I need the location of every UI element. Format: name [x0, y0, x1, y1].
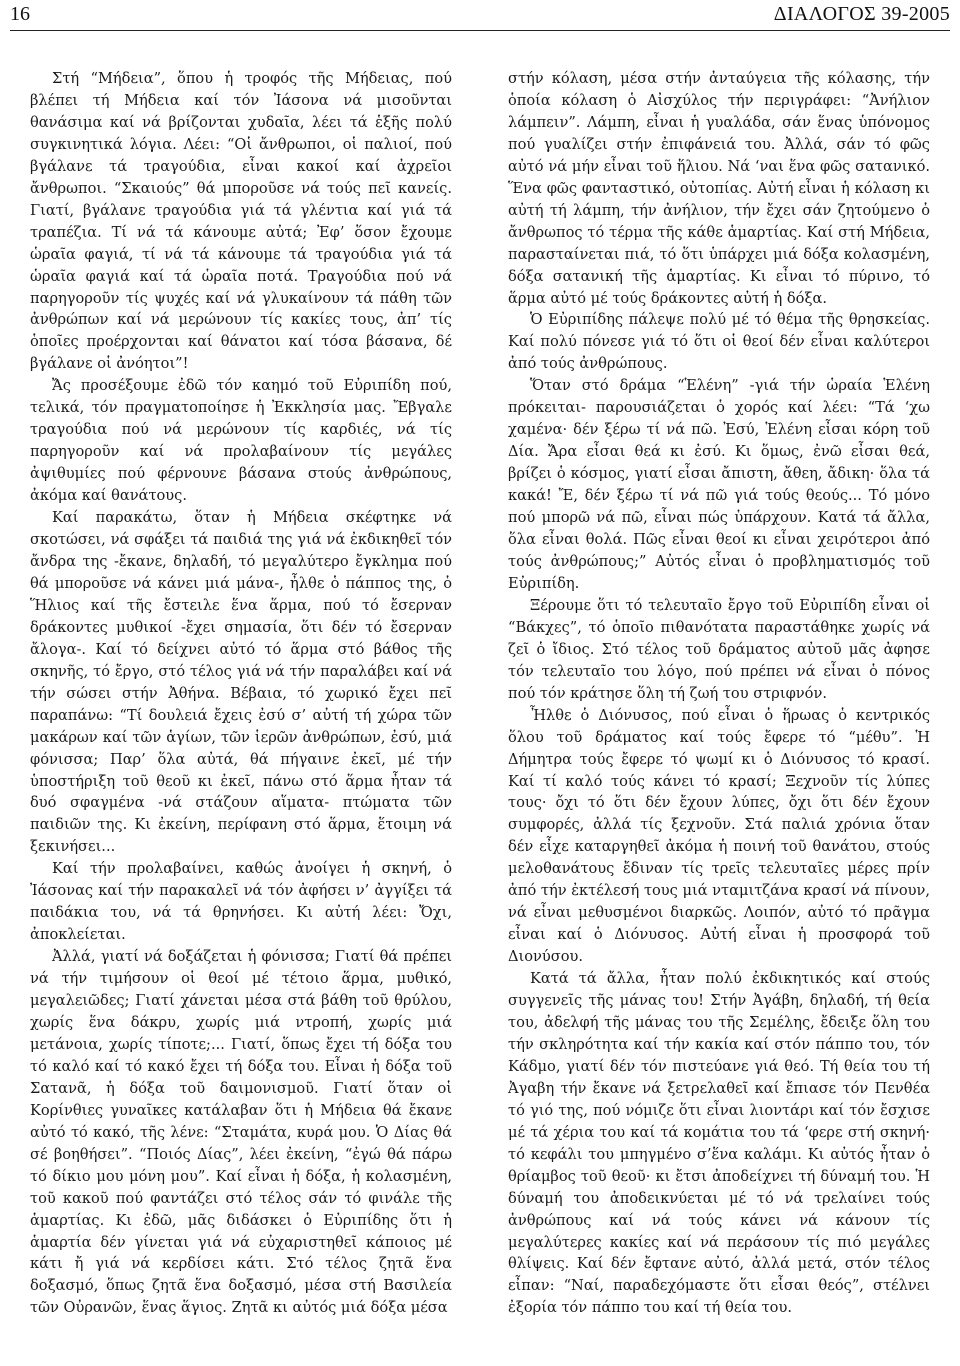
paragraph: Ἄς προσέξουμε ἐδῶ τόν καημό τοῦ Εὐριπίδη πού, τελικά, τόν πραγματοποίησε ἡ Ἐκκλησία μας. Ἔβγαλε τραγούδια πού νά μερώνουν τίς καρδιές, νά τίς παρηγοροῦν καί νά προλαβαίνουν τίς μεγάλες ἀψιθυμίες πού φέρνουνε βάσανα στούς ἀνθρώπους, ἀκόμα καί θανάτους.	[30, 377, 452, 505]
paragraph: Καί παρακάτω, ὅταν ἡ Μήδεια σκέφτηκε νά σκοτώσει, νά σφάξει τά παιδιά της γιά νά ἐκδικηθεῖ τόν ἄνδρα της -ἔκανε, δηλαδή, τό μεγαλύτερο ἔγκλημα πού θά μποροῦσε νά κάνει μιά μάνα-, ἦλθε ὁ πάππος της, ὁ Ἥλιος καί τῆς ἔστειλε ἕνα ἅρμα, πού τό ἔσερναν δράκοντες μυθικοί -ἔχει σημασία, ὅτι δέν τό ἔσερναν ἄλογα-. Καί τό δείχνει αὐτό τό ἅρμα στό βάθος τῆς σκηνῆς, τό ἔργο, στό τέλος γιά νά τήν παραλάβει καί νά τήν σώσει στήν Ἀθήνα. Βέβαια, τό χωρικό ἔχει πεῖ παραπάνω: “Τί δουλειά ἔχεις ἐσύ σ’ αὐτή τή χώρα τῶν μακάρων καί τῶν ἁγίων, τῶν ἱερῶν ἀνθρώπων, ἐσύ, μιά φόνισσα; Παρ’ ὅλα αὐτά, θά πήγαινε ἐκεῖ, μέ τήν ὑποστήριξη τοῦ θεοῦ κι ἐκεῖ, πάνω στό ἅρμα ἦταν τά δυό σφαγμένα -νά στάζουν αἵματα- πτώματα τῶν παιδιῶν της. Κι ἐκείνη, περίφανη στό ἅρμα, ἕτοιμη νά ξεκινήσει...	[30, 509, 452, 856]
page-number: 16	[10, 3, 30, 25]
paragraph: Ὁ Εὐριπίδης πάλεψε πολύ μέ τό θέμα τῆς θρησκείας. Καί πολύ πόνεσε γιά τό ὅτι οἱ θεοί δέν εἶναι καλύτεροι ἀπό τούς ἀνθρώπους.	[508, 311, 930, 373]
paragraph: Ξέρουμε ὅτι τό τελευταῖο ἔργο τοῦ Εὐριπίδη εἶναι οἱ “Βάκχες”, τό ὁποῖο πιθανότατα παραστάθηκε χωρίς νά ζεῖ ὁ ἴδιος. Στό τέλος τοῦ δράματος αὐτοῦ μᾶς ἀφησε τόν τελευταῖο του λόγο, πού πρέπει νά εἶναι ὁ πόνος πού τόν κράτησε ὅλη τή ζωή του στριφνόν.	[508, 596, 930, 702]
left-column	[30, 68, 452, 1319]
paragraph: Ἀλλά, γιατί νά δοξάζεται ἡ φόνισσα; Γιατί θά πρέπει νά τήν τιμήσουν οἱ θεοί μέ τέτοιο ἅρμα, μυθικό, μεγαλειῶδες; Γιατί χάνεται μέσα στά βάθη τοῦ θρύλου, χωρίς ἕνα δάκρυ, χωρίς μιά ντροπή, χωρίς μιά μετάνοια, χωρίς τίποτε;... Γιατί, ὅπως ἔχει τή δόξα του τό καλό καί τό κακό ἔχει τή δόξα του. Εἶναι ἡ δόξα τοῦ Σατανᾶ, ἡ δόξα τοῦ δαιμονισμοῦ. Γιατί ὅταν οἱ Κορίνθιες γυναῖκες κατάλαβαν ὅτι ἡ Μήδεια θά ἔκανε αὐτό τό κακό, τῆς λένε: “Σταμάτα, κυρά μου. Ὁ Δίας θά σέ βοηθήσει”. “Ποιός Δίας”, λέει ἐκείνη, “ἐγώ θά πάρω τό δίκιο μου μόνη μου”. Καί εἶναι ἡ δόξα, ἡ κολασμένη, τοῦ κακοῦ πού φαντάζει στό τέλος σάν τό φινάλε τῆς ἁμαρτίας. Κι ἐδῶ, μᾶς διδάσκει ὁ Εὐριπίδης ὅτι ἡ ἁμαρτία δέν γίνεται γιά νά εὐχαριστηθεῖ κάποιος μέ κάτι ἤ γιά νά κερδίσει κάτι. Στό τέλος ζητᾶ ἕνα δοξασμό, ὅπως ζητᾶ ἕνα δοξασμό, μέσα στή Βασιλεία τῶν Οὐρανῶν, ἕνας ἅγιος. Ζητᾶ κι αὐτός μιά δόξα μέσα	[30, 948, 452, 1317]
paragraph: Στή “Μήδεια”, ὅπου ἡ τροφός τῆς Μήδειας, πού βλέπει τή Μήδεια καί τόν Ἰάσονα νά μισοῦνται θανάσιμα καί νά βρίζονται χυδαῖα, λέει τά ἑξῆς πολύ συγκινητικά λόγια. Λέει: “Οἱ ἄνθρωποι, οἱ παλιοί, πού βγάλανε τά τραγούδια, εἶναι κακοί καί ἀχρεῖοι ἄνθρωποι. “Σκαιούς” θά μποροῦσε νά τούς πεῖ κανείς. Γιατί, βγάλανε τραγούδια γιά τά γλέντια καί γιά τά τραπέζια. Τί νά τά κάνουμε αὐτά; Ἐφ’ ὅσον ἔχουμε ὡραῖα φαγιά, τί νά τά κάνουμε τά τραγούδια γιά τά ὡραῖα φαγιά καί τά ὡραῖα ποτά. Τραγούδια πού νά παρηγοροῦν τίς ψυχές καί νά γλυκαίνουν τά πάθη τῶν ἀνθρώπων καί νά μερώνουν τίς κακίες τους, ἀπ’ τίς ὁποῖες προέρχονται καί θάνατοι καί τόσα βάσανα, δέ βγάλανε οἱ ἀνόητοι”!	[30, 70, 452, 373]
paragraph: Ἦλθε ὁ Διόνυσος, πού εἶναι ὁ ἥρωας ὁ κεντρικός ὅλου τοῦ δράματος καί τούς ἔφερε τό “μέθυ”. Ἡ Δήμητρα τούς ἔφερε τό ψωμί κι ὁ Διόνυσος τό κρασί. Καί τί καλό τούς κάνει τό κρασί; Ξεχνοῦν τίς λύπες τους· ὄχι τό ὅτι δέν ἔχουν λύπες, ὄχι ὅτι δέν ἔχουν συμφορές, ἀλλά τίς ξεχνοῦν. Στά παλιά χρόνια ὅταν δέν εἶχε καταργηθεῖ ἀκόμα ἡ ποινή τοῦ θανάτου, στούς μελοθανάτους ἔδιναν τίς τρεῖς τελευταῖες μέρες πρίν ἀπό τήν ἐκτέλεσή τους μιά νταμιτζάνα κρασί νά πίνουν, νά εἶναι μεθυσμένοι διαρκῶς. Λοιπόν, αὐτό τό πρᾶγμα εἶναι καί ὁ Διόνυσος. Αὐτή εἶναι ἡ προσφορά τοῦ Διονύσου.	[508, 706, 930, 966]
right-column	[508, 68, 930, 1319]
paragraph: Ὅταν στό δράμα “Ἑλένη” -γιά τήν ὡραία Ἑλένη πρόκειται- παρουσιάζεται ὁ χορός καί λέει: “Τά ‘χω χαμένα· δέν ξέρω τί νά πῶ. Ἐσύ, Ἑλένη εἶσαι κόρη τοῦ Δία. Ἄρα εἶσαι θεά κι ἐσύ. Κι ὅμως, ἐνῶ εἶσαι θεά, βρίζει ὁ κόσμος, γιατί εἶσαι ἄπιστη, ἄθεη, ἄδικη· ὅλα τά κακά! Ἔ, δέν ξέρω τί νά πῶ γιά τούς θεούς... Τό μόνο πού μπορῶ νά πῶ, εἶναι πώς ὑπάρχουν. Κατά τά ἄλλα, ὅλα εἶναι θολά. Πῶς εἶναι θεοί κι εἶναι χειρότεροι ἀπό τούς ἀνθρώπους;” Αὐτός εἶναι ὁ προβληματισμός τοῦ Εὐριπίδη.	[508, 377, 930, 592]
page-header	[0, 0, 960, 38]
paragraph: στήν κόλαση, μέσα στήν ἀνταύγεια τῆς κόλασης, τήν ὁποία κόλαση ὁ Αἰσχύλος τήν περιγράφει: “Ἀνήλιον λάμπειν”. Λάμπη, εἶναι ἡ γυαλάδα, σάν ἕνας ὑπόνομος πού γυαλίζει στήν ἐπιφάνειά του. Ἀλλά, σάν τό φῶς αὐτό νά μήν εἶναι τοῦ ἥλιου. Νά ‘ναι ἕνα φῶς σατανικό. Ἕνα φῶς φανταστικό, οὐτοπίας. Αὐτή εἶναι ἡ κόλαση κι αὐτή τή λάμπη, τήν ἀνήλιον, τήν ἔχει σάν ζητούμενο ὁ ἄνθρωπος τό τέρμα τῆς κάθε ἁμαρτίας. Καί στή Μήδεια, παρασταίνεται πιά, τό ὅτι ὑπάρχει μιά δόξα κολασμένη, δόξα σατανική τῆς ἁμαρτίας. Κι εἶναι τό πύρινο, τό ἅρμα αὐτό μέ τούς δράκοντες αὐτή ἡ δόξα.	[508, 70, 930, 307]
paragraph: Καί τήν προλαβαίνει, καθώς ἀνοίγει ἡ σκηνή, ὁ Ἰάσονας καί τήν παρακαλεῖ νά τόν ἀφήσει ν’ ἀγγίξει τά παιδάκια του, νά τά θρηνήσει. Κι αὐτή λέει: Ὄχι, ἀποκλείεται.	[30, 860, 452, 944]
paragraph: Κατά τά ἄλλα, ἦταν πολύ ἐκδικητικός καί στούς συγγενεῖς τῆς μάνας του! Στήν Ἀγάβη, δηλαδή, τή θεία του, ἀδελφή τῆς μάνας του τῆς Σεμέλης, ἔδειξε ὅλη του τήν σκληρότητα καί τήν κακία καί στόν πάππο του, τόν Κάδμο, γιατί δέν τόν πιστεύανε γιά θεό. Τή θεία του τή Ἀγαβη τήν ἔκανε νά ξετρελαθεῖ καί ἔπιασε τόν Πενθέα τό γιό της, πού νόμιζε ὅτι εἶναι λιοντάρι καί τόν ἔσχισε μέ τά χέρια του καί τά κομάτια του τά ‘φερε στή σκηνή· τό κεφάλι του μπηγμένο σ’ἕνα καλάμι. Κι αὐτός ἦταν ὁ θρίαμβος τοῦ θεοῦ· κι ἔτσι ἀποδείχνει τή δύναμή του. Ἡ δύναμή του ἀποδεικνύεται μέ τό νά τρελαίνει τούς ἀνθρώπους καί νά τούς κάνει νά κάνουν τίς μεγαλύτερες κακίες καί νά περάσουν τίς πιό μεγάλες θλίψεις. Καί δέν ἔφτανε αὐτό, ἀλλά μετά, στόν τέλος εἶπαν: “Ναί, παραδεχόμαστε ὅτι εἶσαι θεός”, στέλνει ἐξορία τόν πάππο του καί τή θεία του.	[508, 970, 930, 1317]
header-rule	[10, 30, 950, 31]
journal-title: ΔΙΑΛΟΓΟΣ 39-2005	[773, 3, 950, 25]
